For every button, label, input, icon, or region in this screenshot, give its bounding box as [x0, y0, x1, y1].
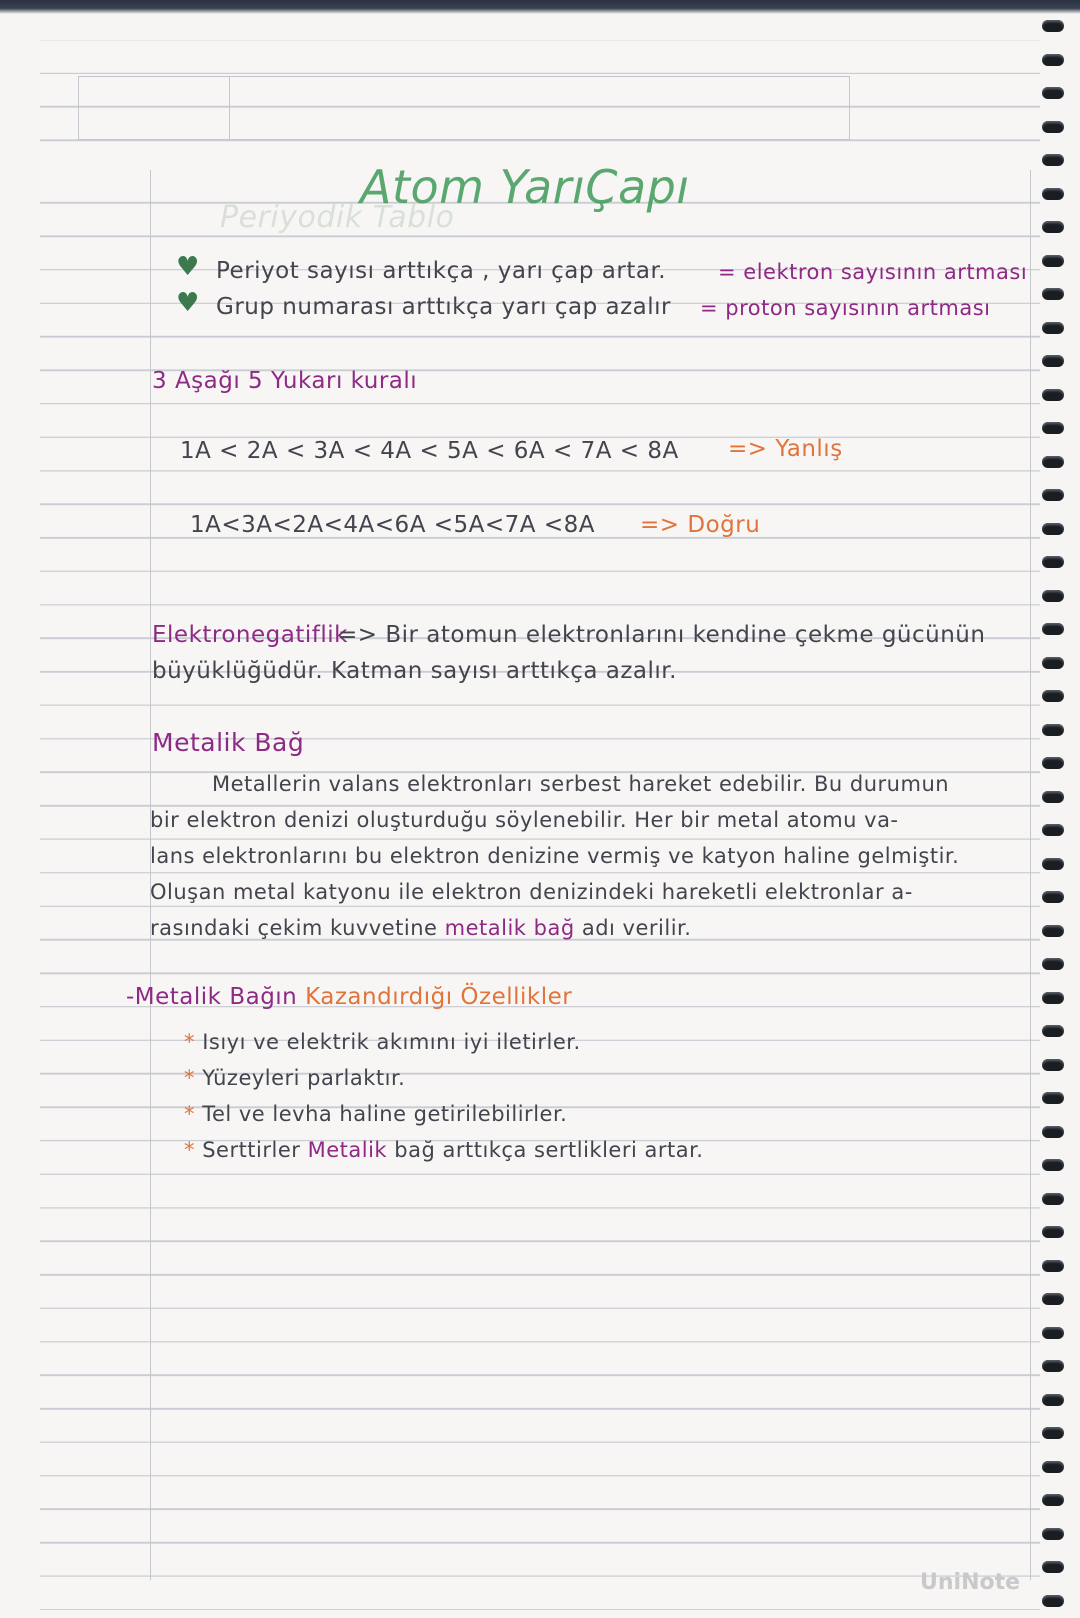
property-4-term: Metalik: [307, 1138, 388, 1162]
property-4: [184, 1138, 703, 1162]
mb-term: metalik bağ: [444, 916, 575, 940]
properties-title: [126, 984, 572, 1010]
electronegativity-def-1: => Bir atomun elektronlarını kendine çekme gücünün: [338, 622, 986, 648]
brand-watermark: UniNote: [920, 1570, 1021, 1595]
spiral-ring: [1042, 757, 1064, 769]
header-divider: [229, 77, 230, 139]
mb-line-2: bir elektron denizi oluşturduğu söylenebilir. Her bir metal atomu va-: [150, 808, 899, 832]
spiral-ring: [1042, 925, 1064, 937]
spiral-ring: [1042, 1293, 1064, 1305]
spiral-ring: [1042, 87, 1064, 99]
mb-line-4: Oluşan metal katyonu ile elektron denizindeki hareketli elektronlar a-: [150, 880, 913, 904]
spiral-ring: [1042, 1561, 1064, 1573]
spiral-ring: [1042, 121, 1064, 133]
property-2-text: Yüzeyleri parlaktır.: [202, 1066, 406, 1090]
spiral-ring: [1042, 489, 1064, 501]
spiral-ring: [1042, 54, 1064, 66]
spiral-ring: [1042, 1025, 1064, 1037]
property-1-text: Isıyı ve elektrik akımını iyi iletirler.: [202, 1030, 581, 1054]
asterisk-icon: *: [184, 1102, 195, 1126]
bullet-2-left: Grup numarası arttıkça yarı çap azalır: [216, 294, 672, 320]
spiral-ring: [1042, 1226, 1064, 1238]
page-title: Atom YarıÇapı: [360, 160, 690, 214]
spiral-ring: [1042, 891, 1064, 903]
spiral-ring: [1042, 255, 1064, 267]
spiral-ring: [1042, 154, 1064, 166]
spiral-ring: [1042, 858, 1064, 870]
heart-icon: ♥: [176, 288, 200, 318]
spiral-ring: [1042, 1327, 1064, 1339]
spiral-ring: [1042, 1260, 1064, 1272]
metallic-bond-title: Metalik Bağ: [152, 728, 305, 757]
spiral-ring: [1042, 1193, 1064, 1205]
spiral-ring: [1042, 1461, 1064, 1473]
spiral-ring: [1042, 1427, 1064, 1439]
spiral-ring: [1042, 456, 1064, 468]
spiral-ring: [1042, 322, 1064, 334]
bullet-2-right: = proton sayısının artması: [700, 296, 991, 320]
margin-line-left: [150, 170, 151, 1580]
asterisk-icon: *: [184, 1030, 195, 1054]
spiral-ring: [1042, 556, 1064, 568]
heart-icon: ♥: [176, 252, 200, 282]
asterisk-icon: *: [184, 1066, 195, 1090]
rule-title: 3 Aşağı 5 Yukarı kuralı: [152, 368, 418, 394]
spiral-ring: [1042, 958, 1064, 970]
spiral-ring: [1042, 422, 1064, 434]
page-edge-shadow: [0, 0, 1080, 14]
header-box: [78, 76, 850, 140]
spiral-ring: [1042, 690, 1064, 702]
spiral-ring: [1042, 355, 1064, 367]
spiral-ring: [1042, 824, 1064, 836]
ghost-heading: Periyodik Tablo: [220, 200, 455, 235]
spiral-ring: [1042, 590, 1064, 602]
spiral-ring: [1042, 1126, 1064, 1138]
bullet-1-right: = elektron sayısının artması: [718, 260, 1028, 284]
spiral-ring: [1042, 20, 1064, 32]
spiral-ring: [1042, 1159, 1064, 1171]
electronegativity-def-2: büyüklüğüdür. Katman sayısı arttıkça azalır.: [152, 658, 677, 684]
asterisk-icon: *: [184, 1138, 195, 1162]
mb-line-1: Metallerin valans elektronları serbest hareket edebilir. Bu durumun: [212, 772, 950, 796]
spiral-ring: [1042, 1360, 1064, 1372]
property-3: [184, 1102, 567, 1126]
bullet-1-left: Periyot sayısı arttıkça , yarı çap artar.: [216, 258, 667, 284]
right-label: => Doğru: [640, 512, 761, 538]
wrong-label: => Yanlış: [728, 436, 843, 462]
property-3-text: Tel ve levha haline getirilebilirler.: [202, 1102, 568, 1126]
spiral-ring: [1042, 288, 1064, 300]
spiral-ring: [1042, 188, 1064, 200]
spiral-ring: [1042, 657, 1064, 669]
spiral-ring: [1042, 992, 1064, 1004]
spiral-ring: [1042, 1595, 1064, 1607]
spiral-ring: [1042, 523, 1064, 535]
spiral-ring: [1042, 1528, 1064, 1540]
property-4-end: bağ arttıkça sertlikleri artar.: [394, 1138, 704, 1162]
spiral-binding: [1030, 10, 1080, 1610]
property-1: [184, 1030, 581, 1054]
property-2: [184, 1066, 405, 1090]
spiral-ring: [1042, 1092, 1064, 1104]
spiral-ring: [1042, 791, 1064, 803]
mb-line-3: lans elektronlarını bu elektron denizine vermiş ve katyon haline gelmiştir.: [150, 844, 960, 868]
mb-line-5-start: rasındaki çekim kuvvetine: [150, 916, 438, 940]
spiral-ring: [1042, 389, 1064, 401]
spiral-ring: [1042, 724, 1064, 736]
properties-title-a: -Metalik Bağın: [126, 984, 298, 1010]
spiral-ring: [1042, 1394, 1064, 1406]
properties-title-b: Kazandırdığı Özellikler: [305, 984, 573, 1010]
right-sequence: 1A<3A<2A<4A<6A <5A<7A <8A: [190, 512, 595, 538]
spiral-ring: [1042, 623, 1064, 635]
wrong-sequence: 1A < 2A < 3A < 4A < 5A < 6A < 7A < 8A: [180, 438, 679, 464]
spiral-ring: [1042, 221, 1064, 233]
mb-line-5: [150, 916, 691, 940]
electronegativity-term: Elektronegatiflik: [152, 622, 348, 648]
spiral-ring: [1042, 1059, 1064, 1071]
property-4-text: Serttirler: [202, 1138, 301, 1162]
spiral-ring: [1042, 1494, 1064, 1506]
mb-line-5-end: adı verilir.: [581, 916, 692, 940]
